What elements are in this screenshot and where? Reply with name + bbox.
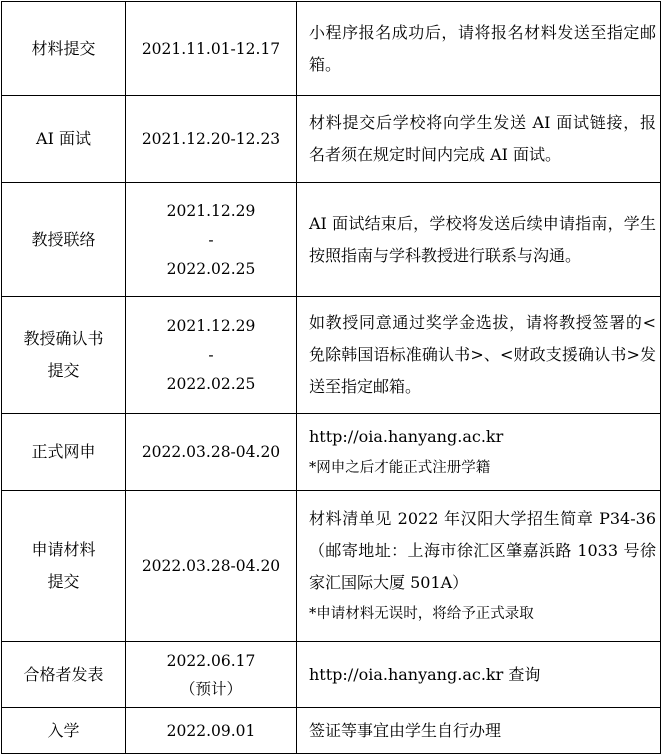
date-cell: 2022.03.28-04.20 — [126, 414, 297, 491]
description-cell: 如教授同意通过奖学金选拔，请将教授签署的<免除韩国语标准确认书>、<财政支援确认书>发送至指定邮箱。 — [297, 297, 661, 414]
date-cell — [126, 642, 297, 708]
description-cell — [297, 491, 661, 642]
stage-cell: 合格者发表 — [2, 642, 126, 708]
stage-cell: AI 面试 — [2, 96, 126, 183]
date-separator: - — [208, 230, 214, 249]
date-cell: 2022.09.01 — [126, 708, 297, 754]
stage-cell — [2, 297, 126, 414]
stage-line-2: 提交 — [47, 361, 80, 380]
date-end: 2022.02.25 — [166, 375, 256, 393]
date-line-1: 2022.06.17 — [166, 651, 256, 670]
stage-cell: 入学 — [2, 708, 126, 754]
table-row — [2, 414, 661, 491]
description-cell: http://oia.hanyang.ac.kr 查询 — [297, 642, 661, 708]
table-row — [2, 2, 661, 96]
stage-line-1: 申请材料 — [31, 540, 96, 559]
table-row — [2, 708, 661, 754]
table-row — [2, 642, 661, 708]
date-line-2: （预计） — [179, 679, 242, 698]
stage-cell: 正式网申 — [2, 414, 126, 491]
date-cell: 2021.11.01-12.17 — [126, 2, 297, 96]
date-start: 2021.12.29 — [166, 317, 256, 335]
date-end: 2022.02.25 — [166, 259, 256, 278]
table-row — [2, 96, 661, 183]
website-link[interactable]: http://oia.hanyang.ac.kr — [309, 427, 504, 446]
schedule-table — [1, 1, 661, 754]
description-cell: AI 面试结束后，学校将发送后续申请指南，学生按照指南与学科教授进行联系与沟通。 — [297, 183, 661, 297]
note-text: *申请材料无误时，将给予正式录取 — [309, 606, 534, 622]
description-cell: 小程序报名成功后，请将报名材料发送至指定邮箱。 — [297, 2, 661, 96]
description-cell: 材料提交后学校将向学生发送 AI 面试链接，报名者须在规定时间内完成 AI 面试。 — [297, 96, 661, 183]
table-row — [2, 491, 661, 642]
stage-cell — [2, 491, 126, 642]
date-cell: 2022.03.28-04.20 — [126, 491, 297, 642]
description-cell: 签证等事宜由学生自行办理 — [297, 708, 661, 754]
date-start: 2021.12.29 — [166, 201, 256, 220]
stage-cell: 材料提交 — [2, 2, 126, 96]
stage-line-1: 教授确认书 — [23, 329, 104, 348]
table-row — [2, 183, 661, 297]
date-separator: - — [208, 346, 214, 364]
stage-cell: 教授联络 — [2, 183, 126, 297]
table-row — [2, 297, 661, 414]
stage-line-2: 提交 — [47, 572, 80, 591]
description-text: 材料清单见 2022 年汉阳大学招生简章 P34-36（邮寄地址：上海市徐汇区肇嘉浜路 1033 号徐家汇国际大厦 501A） — [309, 509, 656, 592]
date-cell — [126, 297, 297, 414]
date-cell — [126, 183, 297, 297]
note-text: *网申之后才能正式注册学籍 — [309, 460, 491, 476]
description-cell — [297, 414, 661, 491]
date-cell: 2021.12.20-12.23 — [126, 96, 297, 183]
